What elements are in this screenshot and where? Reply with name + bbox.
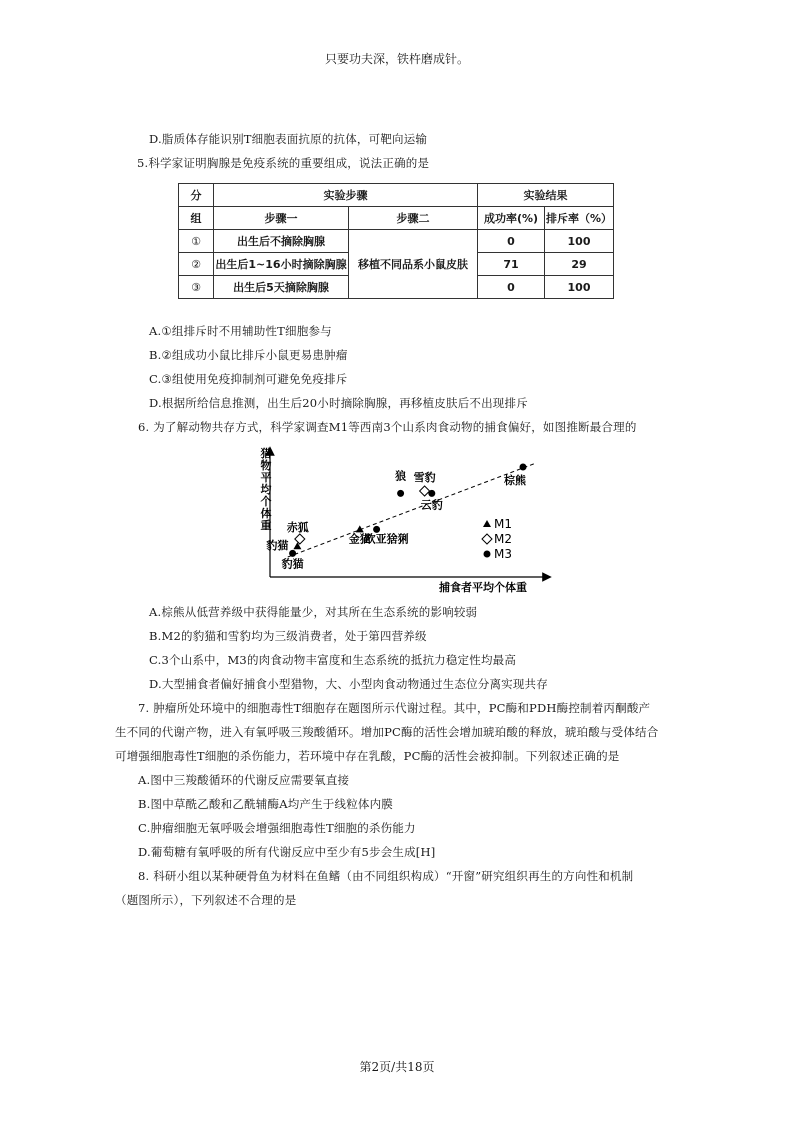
legend-marker-m3 [484,551,491,558]
point-label: 狼 [395,469,407,483]
q5-stem: 5.科学家证明胸腺是免疫系统的重要组成，说法正确的是 [137,156,430,170]
chart-legend [482,517,512,561]
page-footer: 第2页/共18页 [359,1060,435,1074]
data-point-m3 [520,464,527,471]
table-cell-rejection: 100 [545,276,614,299]
q7-stem-line1: 7. 肿瘤所处环境中的细胞毒性T细胞存在题图所示代谢过程。其中，PC酶和PDH酶控制着丙酮酸产 [138,701,651,715]
table-cell-group: ③ [179,276,214,299]
point-label: 豹猫 [266,539,289,553]
point-label: 豹猫 [281,557,304,571]
table-cell-rejection: 29 [545,253,614,276]
table-header-group-2: 组 [179,207,214,230]
table-cell-step1: 出生后5天摘除胸腺 [214,276,349,299]
point-label: 金猫 [348,532,371,546]
q7-stem-line2: 生不同的代谢产物，进入有氧呼吸三羧酸循环。增加PC酶的活性会增加琥珀酸的释放，琥珀酸与受体结合 [115,725,659,739]
q5-option-c: C.③组使用免疫抑制剂可避免免疫排斥 [149,372,348,386]
table-cell-group: ② [179,253,214,276]
data-point-m3 [289,550,296,557]
q6-option-c: C.3个山系中，M3的肉食动物丰富度和生态系统的抵抗力稳定性均最高 [149,653,517,667]
data-point-m2 [420,486,430,496]
point-label: 雪豹 [413,471,436,484]
table-cell-success: 0 [478,230,545,253]
data-point-m3 [397,490,404,497]
legend-marker-m1 [483,520,491,527]
y-axis-label: 猎物平均个体重 [260,447,272,532]
table-header-rejection: 排斥率（%） [545,207,614,230]
q7-option-a: A.图中三羧酸循环的代谢反应需要氧直接 [138,773,350,787]
legend-label-m3: M3 [494,547,512,561]
table-cell-step1: 出生后1~16小时摘除胸腺 [214,253,349,276]
q6-option-a: A.棕熊从低营养级中获得能量少，对其所在生态系统的影响较弱 [149,605,478,619]
data-point-m2 [295,534,305,544]
q4-option-d: D.脂质体存能识别T细胞表面抗原的抗体，可靶向运输 [149,132,428,146]
legend-label-m2: M2 [494,532,512,546]
q5-option-b: B.②组成功小鼠比排斥小鼠更易患肿瘤 [149,348,348,362]
point-label: 棕熊 [504,474,526,487]
q7-option-c: C.肿瘤细胞无氧呼吸会增强细胞毒性T细胞的杀伤能力 [138,821,416,835]
table-header-step1: 步骤一 [214,207,349,230]
x-axis-label: 捕食者平均个体重 [439,581,527,594]
table-cell-step2: 移植不同品系小鼠皮肤 [349,230,478,299]
legend-label-m1: M1 [494,517,512,531]
table-cell-rejection: 100 [545,230,614,253]
q6-option-d: D.大型捕食者偏好捕食小型猎物，大、小型肉食动物通过生态位分离实现共存 [149,677,548,691]
q7-option-b: B.图中草酰乙酸和乙酰辅酶A均产生于线粒体内膜 [138,797,394,811]
page-header-motto: 只要功夫深，铁杵磨成针。 [324,52,469,66]
table-header-success: 成功率(%) [478,207,545,230]
q8-stem-line2: （题图所示），下列叙述不合理的是 [115,893,297,907]
q6-option-b: B.M2的豹猫和雪豹均为三级消费者，处于第四营养级 [149,629,427,643]
predator-prey-scatter-chart [255,445,555,595]
point-label: 欧亚猞猁 [364,532,409,546]
table-header-step2: 步骤二 [349,207,478,230]
data-point-m3 [428,490,435,497]
legend-marker-m2 [482,534,492,544]
table-cell-success: 71 [478,253,545,276]
table-cell-group: ① [179,230,214,253]
table-cell-step1: 出生后不摘除胸腺 [214,230,349,253]
q5-option-a: A.①组排斥时不用辅助性T细胞参与 [149,324,332,338]
q5-option-d: D.根据所给信息推测，出生后20小时摘除胸腺，再移植皮肤后不出现排斥 [149,396,528,410]
table-cell-success: 0 [478,276,545,299]
experiment-table [178,183,614,299]
table-header-group-1: 分 [179,184,214,207]
table-header-results: 实验结果 [478,184,614,207]
table-header-steps: 实验步骤 [214,184,478,207]
table-row [179,230,614,253]
q7-stem-line3: 可增强细胞毒性T细胞的杀伤能力，若环境中存在乳酸，PC酶的活性会被抑制。下列叙述正确的是 [115,749,620,763]
q6-stem: 6. 为了解动物共存方式，科学家调查M1等西南3个山系肉食动物的捕食偏好，如图推断最合理的 [138,420,637,434]
point-label: 赤狐 [286,521,309,534]
point-label: 云豹 [420,498,443,512]
q7-option-d: D.葡萄糖有氧呼吸的所有代谢反应中至少有5步会生成[H] [138,845,436,859]
q8-stem-line1: 8. 科研小组以某种硬骨鱼为材料在鱼鳍（由不同组织构成）“开窗”研究组织再生的方向性和机制 [138,869,634,883]
